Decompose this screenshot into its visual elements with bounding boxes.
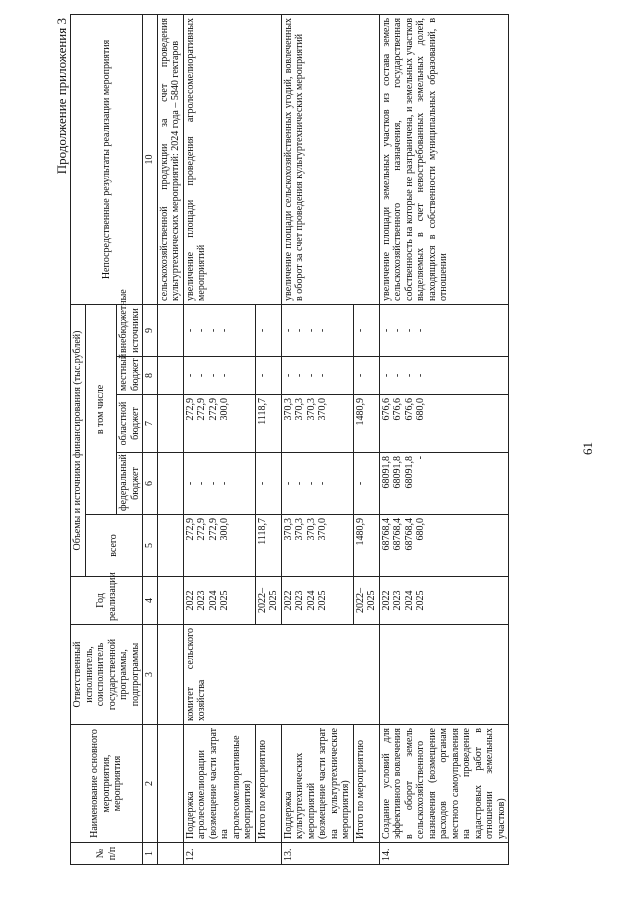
- header-num: № п/п: [71, 843, 143, 865]
- header-including: в том числе: [85, 304, 117, 514]
- column-number-row: 1 2 3 4 5 6 7 8 9 10: [143, 14, 158, 864]
- header-federal: федеральный бюджет: [117, 453, 143, 515]
- row-name: Поддержка культуртехнических мероприятий (возмещение части затрат на культуртехнические мероприятия): [281, 725, 353, 843]
- header-row: [71, 14, 86, 864]
- row-result: увеличение площади проведения агролесомелиоративных мероприятий: [183, 14, 281, 304]
- table-row: 13. Поддержка культуртехнических мероприятий (возмещение части затрат на культуртехнические мероприятия) 2022 2023 2024 2025 370,3 370,3 370,3 370,0 - - - - 370,3 370,3 370,3 370,0 - - - - - - - - увеличение площади сельскохозяйственных угодий, вовлеченных в оборот за счет проведения культуртехнических мероприятий: [281, 14, 353, 864]
- row-num: 12.: [183, 843, 281, 865]
- row-name: Поддержка агролесомелиорации (возмещение части затрат на агролесомелиоративные мероприятия): [183, 725, 255, 843]
- table-row: [157, 14, 183, 864]
- row-num: 14.: [379, 843, 509, 865]
- header-results: Непосредственные результаты реализации мероприятия: [71, 14, 143, 304]
- header-total: всего: [85, 515, 143, 577]
- row-executor: [379, 625, 509, 725]
- header-year: Год реализации: [71, 577, 143, 625]
- financing-table: [70, 14, 509, 865]
- appendix-label: Продолжение приложения 3: [54, 18, 69, 175]
- header-volumes: Объемы и источники финансирования (тыс.рублей): [71, 304, 86, 576]
- table-row: 14. Создание условий для эффективного вовлечения в оборот земель сельскохозяйственного назначения (возмещение расходов органам местного самоуправления на проведение кадастровых работ в отношении земельных участков) 2022 2023 2024 2025 68768,4 68768,4 68768,4 680,0 68091,8 68091,8 68091,8 - 676,6 676,6 676,6 680,0 - - - - - - - - увеличение площади земельных участков из состава земель сельскохозяйственного назначения, государственная собственность на которые не разграничена, и земельных участков выделяемых в счет невостребованных земельных долей, находящихся в собственности муниципальных образований, в отношении: [379, 14, 509, 864]
- header-executor: Ответственный исполнитель, соисполнитель государственной программы, подпрограммы: [71, 625, 143, 725]
- row-num: 13.: [281, 843, 379, 865]
- header-name: Наименование основного мероприятия, мероприятия: [71, 725, 143, 843]
- row-executor: комитет сельского хозяйства: [183, 625, 379, 725]
- table-row-total: Итого по мероприятию 2022–2025 1480,9 - 1480,9 - -: [353, 14, 379, 864]
- row-name: Создание условий для эффективного вовлечения в оборот земель сельскохозяйственного назначения (возмещение расходов органам местного самоуправления на проведение кадастровых работ в отношении земельных участков): [379, 725, 509, 843]
- continuation-result: сельскохозяйственной продукции за счет проведения культуртехнических мероприятий: 2024 года – 5840 гектаров: [157, 14, 183, 304]
- table-row: 12. Поддержка агролесомелиорации (возмещение части затрат на агролесомелиоративные мероприятия) комитет сельского хозяйства 2022 2023 2024 2025 272,9 272,9 272,9 300,0 - - - - 272,9 272,9 272,9 300,0 - - - - - - - - увеличение площади проведения агролесомелиоративных мероприятий: [183, 14, 255, 864]
- header-regional: областной бюджет: [117, 395, 143, 453]
- row-result: увеличение площади земельных участков из состава земель сельскохозяйственного назначения, государственная собственность на которые не разграничена, и земельных участков выделяемых в счет невостребованных земельных долей, находящихся в собственности муниципальных образований, в отношении: [379, 14, 509, 304]
- header-offbudget: внебюджетные источники: [117, 304, 143, 356]
- table-row-total: Итого по мероприятию 2022–2025 1118,7 - 1118,7 - -: [255, 14, 281, 864]
- header-local: местный бюджет: [117, 357, 143, 395]
- row-result: увеличение площади сельскохозяйственных угодий, вовлеченных в оборот за счет проведения культуртехнических мероприятий: [281, 14, 379, 304]
- page-number: 61: [580, 442, 595, 455]
